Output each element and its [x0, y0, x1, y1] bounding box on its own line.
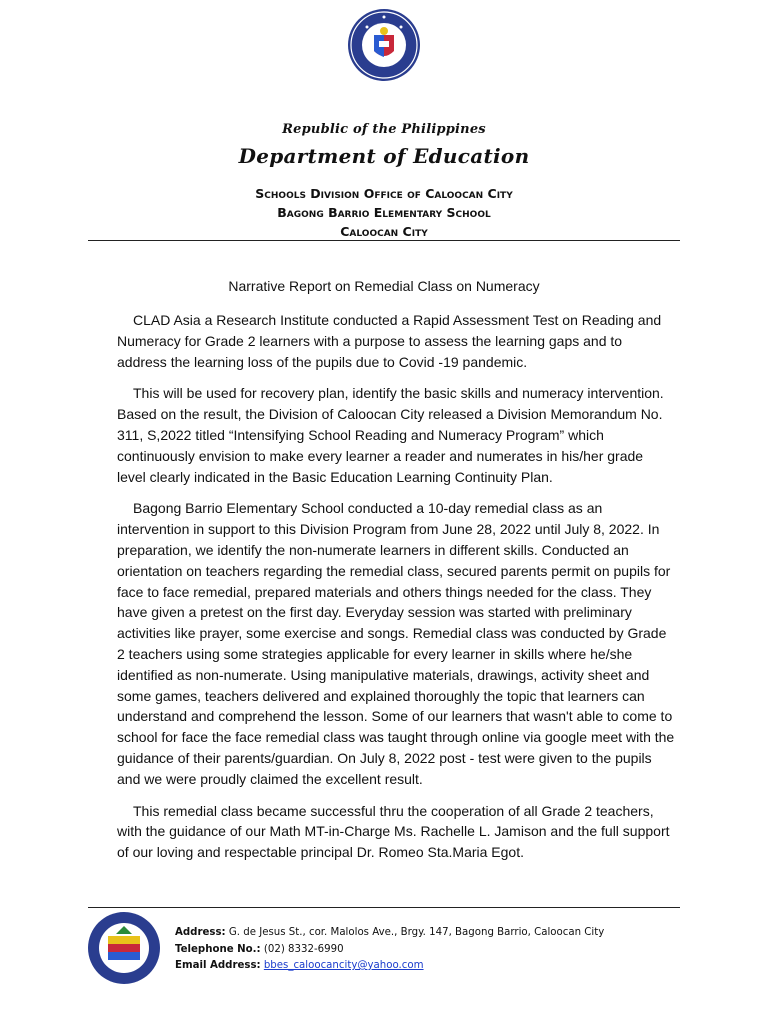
email-link[interactable]: bbes_caloocancity@yahoo.com: [263, 960, 424, 971]
footer-email-row: [175, 958, 604, 975]
report-title: Narrative Report on Remedial Class on Numeracy: [228, 278, 540, 294]
email-label: Email Address:: [175, 960, 261, 971]
city-line: Caloocan City: [340, 224, 428, 239]
republic-heading: Republic of the Philippines: [282, 122, 486, 137]
footer-contact: [175, 925, 604, 975]
paragraph-1: CLAD Asia a Research Institute conducted a Rapid Assessment Test on Reading and Numeracy for Grade 2 learners with a purpose to assess the learning gaps and to address the learning loss of the pupils due to Covid -19 pandemic.: [117, 312, 662, 370]
address-value: G. de Jesus St., cor. Malolos Ave., Brgy. 147, Bagong Barrio, Caloocan City: [228, 927, 605, 938]
school-logo-icon: [86, 910, 162, 986]
paragraph-2: This will be used for recovery plan, identify the basic skills and numeracy intervention. Based on the result, the Division of Caloocan City released a Division Memorandum No. 311, S,2022 titled “Intensifying School Reading and Numeracy Program” which continuously envision to make every learner a reader and numerates in his/her grade level clearly indicated in the Basic Education Learning Continuity Plan.: [117, 385, 664, 485]
header-divider: [88, 240, 680, 241]
school-name-line: Bagong Barrio Elementary School: [277, 205, 491, 220]
address-label: Address:: [175, 927, 226, 938]
footer-phone-row: [175, 942, 604, 959]
paragraph-3: Bagong Barrio Elementary School conducted a 10-day remedial class as an intervention in support to this Division Program from June 28, 2022 until July 8, 2022. In preparation, we identify the non-numerate learners in different skills. Conducted an orientation on teachers regarding the remedial class, secured parents permit on pupils for face to face remedial, prepared materials and others things needed for the class. They have given a pretest on the first day. Everyday session was started with preliminary activities like prayer, some exercise and songs. Remedial class was conducted by Grade 2 teachers using some strategies applicable for every learner in skills where he/she identified as non-numerate. Using manipulative materials, drawings, activity sheet and some games, teachers delivered and explained thoroughly the topic that learners can understand and comprehend the lesson. Some of our learners that wasn't able to come to school for face the face remedial class was taught through online via google meet with the guidance of their parents/guardian. On July 8, 2022 post - test were given to the pupils and we were proudly claimed the excellent result.: [117, 500, 675, 787]
department-heading: Department of Education: [238, 144, 530, 168]
paragraph-4: This remedial class became successful thru the cooperation of all Grade 2 teachers, with the guidance of our Math MT-in-Charge Ms. Rachelle L. Jamison and the full support of our loving and respectable principal Dr. Romeo Sta.Maria Egot.: [117, 802, 670, 861]
deped-seal-icon: [345, 5, 423, 117]
phone-value: (02) 8332-6990: [263, 943, 344, 955]
report-body: [117, 310, 675, 874]
division-office-line: Schools Division Office of Caloocan City: [255, 186, 513, 201]
footer-divider: [88, 907, 680, 908]
footer-address-row: [175, 925, 604, 942]
phone-label: Telephone No.:: [175, 943, 261, 955]
